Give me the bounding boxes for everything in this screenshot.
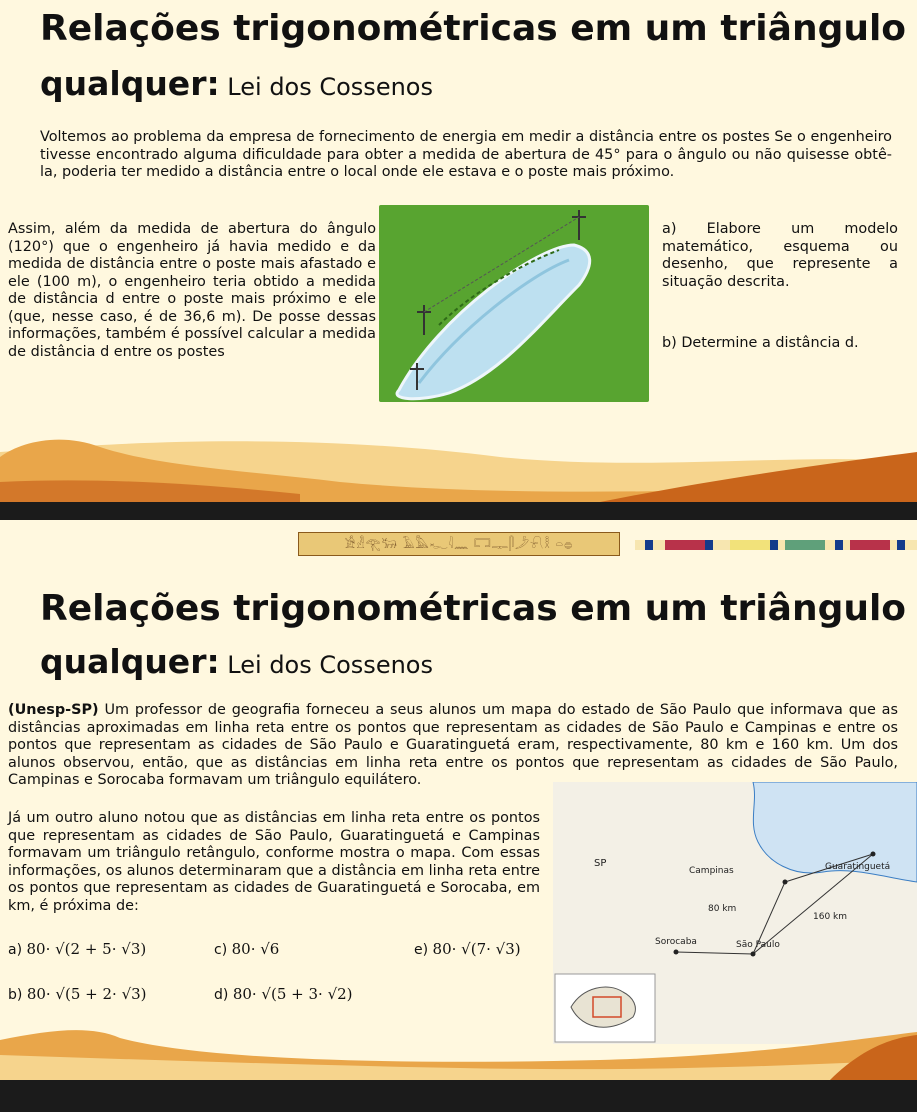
option-b	[8, 985, 147, 1003]
title-rest-part: Lei dos Cossenos	[219, 651, 433, 679]
desert-dunes-decoration	[0, 422, 917, 502]
option-b-expression: 80· √(5 + 2· √3)	[26, 985, 147, 1003]
option-e-expression: 80· √(7· √3)	[432, 940, 521, 958]
slide-1-title-line-2	[40, 64, 433, 103]
title-rest-part: Lei dos Cossenos	[219, 73, 433, 101]
option-d	[214, 985, 353, 1003]
problem-paragraph	[8, 702, 898, 790]
option-c	[214, 940, 279, 958]
option-c-label: c)	[214, 942, 228, 958]
map-label-sao-paulo: São Paulo	[736, 940, 780, 950]
map-label-sorocaba: Sorocaba	[655, 937, 697, 947]
map-label-160km: 160 km	[813, 912, 848, 922]
map-label-campinas: Campinas	[689, 866, 734, 876]
decorative-band	[635, 540, 917, 550]
option-e-label: e)	[414, 942, 429, 958]
option-e	[414, 940, 521, 958]
option-a	[8, 940, 146, 958]
option-a-expression: 80· √(2 + 5· √3)	[26, 940, 147, 958]
map-label-guaratingueta: Guaratinguetá	[825, 862, 891, 872]
intro-paragraph: Voltemos ao problema da empresa de fornecimento de energia em medir a distância entre os postes Se o engenheiro tivesse encontrado alguma dificuldade para obter a medida de abertura de 45° para o ângulo ou não quisesse obtê-la, poderia ter medido a distância entre o local onde ele estava e o poste mais próximo.	[40, 129, 892, 180]
slide-1-title-line-1: Relações trigonométricas em um triângulo	[40, 8, 907, 49]
option-d-expression: 80· √(5 + 3· √2)	[232, 985, 353, 1003]
desert-dunes-decoration-2	[0, 1020, 917, 1080]
slide-2	[0, 520, 917, 1080]
map-label-sp: SP	[594, 858, 607, 869]
hieroglyph-strip: 𓀀𓁐𓂀𓃒 𓄿𓅓𓆑𓇋𓈖 𓉐𓊃𓋴𓌳𓍯𓎛 𓏏𓐍	[298, 532, 620, 556]
slide-1	[0, 0, 917, 502]
title-bold-part: qualquer:	[40, 642, 220, 681]
left-paragraph: Assim, além da medida de abertura do ângulo (120°) que o engenheiro já havia medido e da medida de distância entre o poste mais afastado e ele (100 m), o engenheiro teria obtido a medida de distância d entre o poste mais próximo e ele (que, nesse caso, é de 36,6 m). De posse dessas informações, também é possível calcular a medida de distância d entre os postes	[8, 221, 376, 360]
option-d-label: d)	[214, 987, 229, 1003]
problem-source: (Unesp-SP)	[8, 702, 99, 718]
problem-paragraph-2: Já um outro aluno notou que as distâncias em linha reta entre os pontos que representam as cidades de São Paulo, Guaratinguetá e Campinas formavam um triângulo retângulo, conforme mostra o mapa. Com essas informações, os alunos determinaram que a distância em linha reta entre os pontos que representam as cidades de Guaratinguetá e Sorocaba, em km, é próxima de:	[8, 810, 540, 914]
slide-2-title-line-2	[40, 642, 433, 681]
map-label-80km: 80 km	[708, 904, 737, 914]
problem-text: Um professor de geografia forneceu a seus alunos um mapa do estado de São Paulo que informava que as distâncias aproximadas em linha reta entre os pontos que representam as cidades de São Paulo e Campinas e entre os pontos que representam as cidades de São Paulo e Guaratinguetá eram, respectivamente, 80 km e 160 km. Um dos alunos observou, então, que as distâncias em linha reta entre os pontos que representam as cidades de São Paulo, Campinas e Sorocaba formavam um triângulo equilátero.	[8, 702, 898, 788]
option-c-expression: 80· √6	[231, 940, 280, 958]
option-a-label: a)	[8, 942, 23, 958]
slide-2-title-line-1: Relações trigonométricas em um triângulo	[40, 588, 907, 629]
lake-photo	[379, 205, 649, 402]
option-b-label: b)	[8, 987, 23, 1003]
slide-divider	[0, 502, 917, 520]
title-bold-part: qualquer:	[40, 64, 220, 103]
bottom-bar	[0, 1080, 917, 1112]
sao-paulo-map	[553, 782, 917, 1044]
item-a: a) Elabore um modelo matemático, esquema ou desenho, que represente a situação descrita.	[662, 221, 898, 290]
item-b: b) Determine a distância d.	[662, 335, 859, 351]
